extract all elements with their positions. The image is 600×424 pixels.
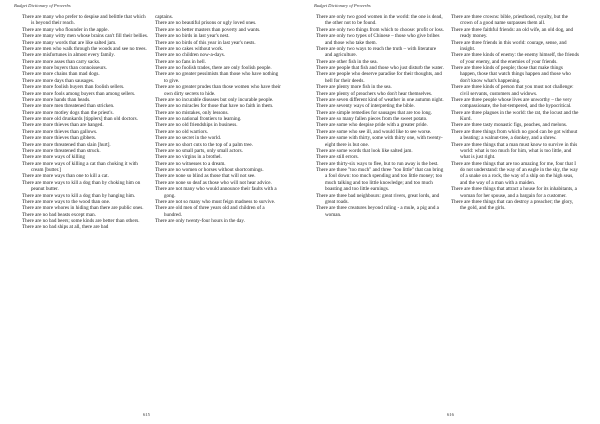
proverb-entry: There are no old friendships in business.	[155, 122, 238, 129]
proverb-entry: There are no beautiful prisons or ugly loved ones.	[155, 20, 257, 27]
proverb-entry: There are more old drunkards [tipplers] than old doctors.	[22, 116, 138, 122]
proverb-entry: There are some who see ill, and would like to see worse.	[316, 128, 432, 135]
proverb-entry: There are no bad beasts except man.	[22, 211, 96, 218]
left-page-column-2	[155, 14, 283, 224]
proverb-entry: There are more fools among buyers than among sellers.	[22, 90, 136, 97]
proverb-entry: captains.	[155, 14, 173, 20]
proverb-entry: There are many who prefer to despise and belittle that which is beyond their reach.	[22, 14, 146, 27]
proverb-entry: There are only two things from which to choose: profit or loss.	[316, 26, 444, 33]
proverb-entry: There are no birds in last year's nest.	[155, 33, 230, 40]
proverb-entry: There are so many fallen pieces from the sweet potato.	[316, 116, 428, 122]
proverb-entry: There are no miracles for those that have no faith in them.	[155, 103, 274, 110]
proverb-entry: There are more days than sausages.	[22, 77, 95, 84]
proverb-entry: There are no old warriors.	[155, 128, 209, 135]
proverb-entry: There are only two ways to reach the truth – with literature and agriculture.	[316, 45, 437, 59]
proverb-entry: There are three "too much" and three "too little" that can bring a fool down: too much spending and too little money; too much talking and too little knowledge; and too much boasting and too little earnings.	[316, 167, 444, 193]
proverb-entry: There are plenty of preachers who don't hear themselves.	[316, 90, 433, 97]
proverb-entry: There are three tasty monastic figs, peaches, and melons.	[451, 122, 568, 129]
proverb-entry: There are three things that are too amazing for me, four that I do not understand: the way of an eagle in the sky, the way of a snake on a rock, the way of a ship on the high seas, and the way of a man with a maiden.	[451, 160, 579, 186]
proverb-entry: There are three creatures beyond ruling - a mule, a pig and a woman.	[316, 205, 439, 218]
running-head: Budget Dictionary of Proverbs	[14, 3, 71, 8]
proverb-entry: There are people that fish and those who just disturb the water.	[316, 65, 444, 71]
proverb-entry: There are more ways to kill a dog than by choking him on peanut butter.	[22, 179, 141, 193]
proverb-entry: There are old men of three years old and children of a hundred.	[155, 205, 265, 218]
proverb-entry: There are more chains than mad dogs.	[22, 71, 100, 78]
proverb-entry: There are more ways to the wood than one.	[22, 198, 111, 205]
proverb-entry: There are three plagues in the world: the rat, the locust and the Kurd.	[451, 109, 579, 122]
proverb-entry: There are not many who would announce their faults with a gong.	[155, 186, 277, 199]
proverb-entry: There are people who deserve paradise for their thoughts, and hell for their deeds.	[316, 71, 442, 84]
proverb-entry: There are no greater pessimists than those who have nothing to give.	[155, 71, 279, 84]
proverb-entry: There are more foolish buyers than foolish sellers.	[22, 84, 125, 91]
proverb-entry: There are no secret in the world.	[155, 135, 222, 142]
proverb-entry: There are no witnesses to a dream.	[155, 160, 226, 167]
proverb-entry: There are three crowns: bible, priesthood, royalty, but the crown of a good name surpasses them all.	[451, 14, 568, 27]
proverb-entry: There are more thieves than gibbets.	[22, 135, 97, 142]
proverb-entry: There are three friends in this world: courage, sense, and insight.	[451, 39, 567, 52]
proverb-entry: There are no short cuts to the top of a palm tree.	[155, 141, 253, 148]
proverb-entry: There are three things that attract a house for its inhabitants, a woman for her spouse, and a bargain for a customer.	[451, 186, 577, 199]
left-page-column-1	[22, 14, 150, 231]
proverb-entry: There are more whores in hiding than there are public ones.	[22, 205, 144, 212]
proverb-entry: There are no bad ships at all, there are bad	[22, 224, 109, 231]
proverb-entry: There are three faithful friends: an old wife, an old dog, and ready money.	[451, 26, 574, 40]
page-number: 615	[143, 412, 150, 417]
right-page-column-1	[316, 14, 444, 218]
proverb-entry: There are none so deaf as those who will not hear advice.	[155, 179, 272, 186]
proverb-entry: There are only twenty-four hours in the day.	[155, 218, 245, 224]
proverb-entry: There are thirty-six ways to flee, but to run away is the best.	[316, 160, 439, 167]
proverb-entry: There are three kinds of person that you must not challenge: civil servants, customers and widows.	[451, 84, 574, 97]
proverb-entry: There are three kinds of enemy: the enemy himself, the friends of your enemy, and the enemies of your friends.	[451, 52, 580, 65]
proverb-entry: There are no birds of this year in last year's nests.	[155, 39, 256, 46]
page-number: 616	[447, 412, 454, 417]
running-head: Budget Dictionary of Proverbs	[314, 3, 371, 8]
proverb-entry: There are seventy ways of interpreting the bible.	[316, 103, 415, 110]
proverb-entry: There are more ways to kill a dog than by hanging him.	[22, 192, 136, 199]
proverb-entry: There are more asses than carry sacks.	[22, 58, 101, 65]
proverb-entry: There are three people whose lives are unworthy – the very compassionate, the hot-tempered, and the hypocritical.	[451, 96, 572, 110]
proverb-entry: There are three things that a man must know to survive in this world: what is too much for him, what is too little, and what is just right.	[451, 141, 578, 161]
right-page-column-2	[451, 14, 579, 212]
proverb-entry: There are more ways than one to kill a cat.	[22, 173, 109, 180]
proverb-entry: There are more threatened than struck.	[22, 147, 101, 154]
proverb-entry: There are more ways of killing a cat than choking it with cream [butter.]	[22, 160, 138, 173]
proverb-entry: There are no children now-a-days.	[155, 52, 226, 59]
proverb-entry: There are men who walk through the woods and see no trees.	[22, 45, 147, 52]
proverb-entry: There are three bad neighbours: great rivers, great lords, and great roads.	[316, 192, 440, 205]
proverb-entry: There are no mistakes, only lessons.	[155, 109, 229, 116]
right-page	[300, 0, 600, 424]
proverb-entry: There are no incurable diseases but only incurable people.	[155, 96, 274, 103]
proverb-entry: There are more thieves than are hanged.	[22, 122, 104, 129]
proverb-entry: There are no women or horses without shortcomings.	[155, 167, 264, 173]
proverb-entry: There are more men threatened than stricken.	[22, 103, 115, 110]
proverb-entry: There are more motley dogs than the priest's.	[22, 109, 114, 116]
proverb-entry: There are more hands than heads.	[22, 96, 91, 103]
proverb-entry: There are seven different kind of weather in one autumn night.	[316, 96, 444, 103]
proverb-entry: There are no better masters than poverty and wants.	[155, 26, 261, 33]
proverb-entry: There are more threatened than slain [hurt].	[22, 141, 111, 148]
proverb-entry: There are other fish in the sea.	[316, 58, 378, 65]
proverb-entry: There are three things from which no good can be got without a beating: a walnut-tree, a donkey, and a shrew.	[451, 128, 578, 142]
proverb-entry: There are none so blind as those that will not see.	[155, 173, 256, 180]
proverb-entry: There are some who despise pride with a greater pride.	[316, 122, 428, 129]
proverb-entry: There are some with thirty, some with thirty one, with twenty-eight there is but one.	[316, 135, 443, 148]
proverb-entry: There are no foolish trades, there are only foolish people.	[155, 65, 272, 71]
proverb-entry: There are plenty more fish in the sea.	[316, 84, 392, 91]
proverb-entry: There are not so many who must feign madness to survive.	[155, 198, 276, 205]
proverb-entry: There are no fans in hell.	[155, 58, 206, 65]
proverb-entry: There are no small parts, only small actors.	[155, 147, 243, 154]
proverb-entry: There are misfortunes in almost every family.	[22, 52, 115, 59]
proverb-entry: There are no bad beers; some kinds are better than others.	[22, 218, 140, 224]
proverb-entry: There are no national frontiers to learning.	[155, 116, 242, 122]
proverb-entry: There are more buyers than connoisseurs.	[22, 65, 107, 71]
proverb-entry: There are more thieves than gallows.	[22, 128, 98, 135]
proverb-entry: There are only two good women in the world: the one is dead, the other not to be found.	[316, 14, 443, 27]
proverb-entry: There are more ways of killing	[22, 154, 85, 161]
proverb-entry: There are three things that can destroy a preacher; the glory, the gold, and the girls.	[451, 198, 574, 212]
proverb-entry: There are many words that are like salted jam.	[22, 39, 117, 46]
proverb-entry: There are many witty men whose brains can't fill their bellies.	[22, 33, 149, 40]
proverb-entry: There are some words that look like salted jam.	[316, 147, 413, 154]
proverb-entry: There are no greater prudes than those women who have their own dirty secrets to hide.	[155, 84, 281, 97]
proverb-entry: There are many who flounder in the apple.	[22, 26, 109, 33]
proverb-entry: There are no virgins in a brothel.	[155, 154, 222, 161]
proverb-entry: There are simple remedies for sausages that are too long.	[316, 109, 432, 116]
proverb-entry: There are three kinds of people; those that make things happen, those that watch things happen and those who don't know what's happening.	[451, 65, 571, 84]
proverb-entry: There are no cakes without work.	[155, 45, 224, 52]
proverb-entry: There are still errors.	[316, 154, 359, 161]
proverb-entry: There are only two types of Chinese – those who give bribes and those who take them.	[316, 33, 440, 46]
